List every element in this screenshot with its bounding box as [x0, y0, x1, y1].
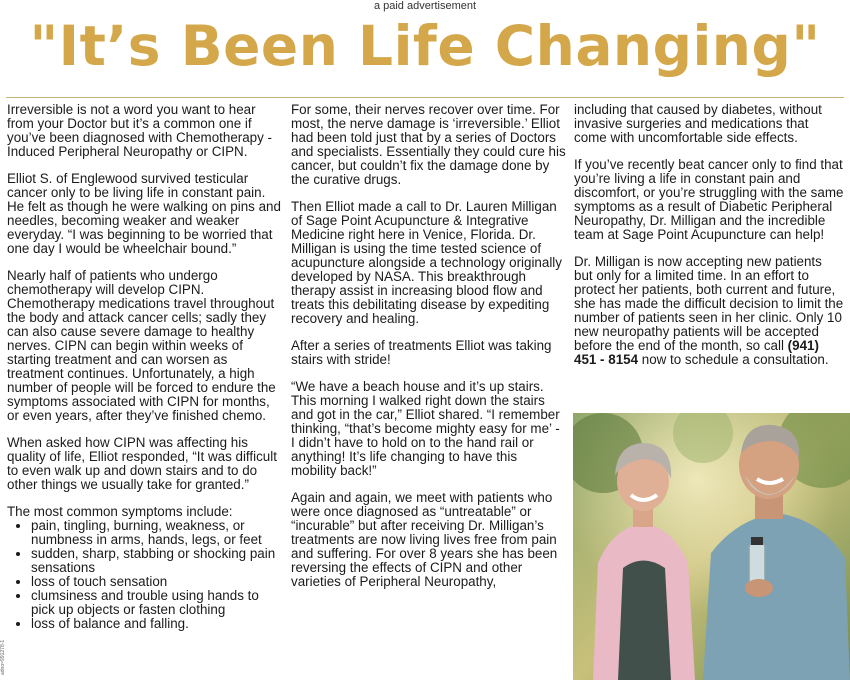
- symptoms-list: [7, 519, 283, 631]
- smiling-couple-photo: [573, 413, 850, 680]
- column-1: [7, 103, 283, 631]
- elliot-quote-paragraph: “We have a beach house and it’s up stairs. This morning I walked right down the stairs and got in the car,” Elliot shared. “I remember thinking, “that’s become mighty easy for me’ - I didn’t have to hold on to the hand rail or anything! It’s life changing to have this mobility back!”: [291, 379, 560, 478]
- list-item: • sudden, sharp, stabbing or shocking pain sensations: [31, 547, 283, 575]
- column-2: [291, 103, 566, 602]
- list-item: • loss of balance and falling.: [31, 617, 283, 631]
- headline-divider: [6, 97, 844, 98]
- phone-number[interactable]: (941) 451 - 8154: [574, 338, 819, 367]
- list-item: • pain, tingling, burning, weakness, or numbness in arms, hands, legs, or feet: [31, 519, 283, 547]
- cipn-facts-paragraph: Nearly half of patients who undergo chemotherapy will develop CIPN. Chemotherapy medications travel throughout the body and attack cancer cells; sadly they can also cause severe damage to healthy nerves. CIPN can begin within weeks of starting treatment and can worsen as treatment continues. Unfortunately, a high number of people will be forced to endure the symptoms associated with CIPN for months, or even years, after they’ve finished chemo.: [7, 268, 276, 423]
- headline: "It’s Been Life Changing": [29, 14, 821, 78]
- list-item: • loss of touch sensation: [31, 575, 283, 589]
- help-paragraph: If you’ve recently beat cancer only to find that you’re living a life in constant pain and discomfort, or you’re struggling with the same symptoms as a result of Diabetic Peripheral Neuropathy, Dr. Milligan and the incredible team at Sage Point Acupuncture can help!: [574, 157, 844, 242]
- cta-text-end: now to schedule a consultation.: [638, 352, 829, 367]
- ad-id: adno=991278-1: [0, 639, 6, 675]
- intro-paragraph: Irreversible is not a word you want to hear from your Doctor but it’s a common one if you’ve been diagnosed with Chemotherapy - Induced Peripheral Neuropathy or CIPN.: [7, 102, 273, 159]
- paid-advertisement-label: a paid advertisement: [373, 0, 477, 12]
- call-to-action-paragraph: [574, 255, 844, 367]
- column-3: [574, 103, 844, 380]
- elliot-story-paragraph: Elliot S. of Englewood survived testicular cancer only to be living life in constant pain. He felt as though he were walking on pins and needles, becoming weaker and weaker everyday. “I was beginning to be worried that one day I would be wheelchair bound.”: [7, 171, 281, 256]
- diabetes-paragraph: including that caused by diabetes, without invasive surgeries and medications that come with uncomfortable side effects.: [574, 102, 822, 145]
- list-item: • clumsiness and trouble using hands to pick up objects or fasten clothing: [31, 589, 283, 617]
- photo-illustration: [573, 413, 850, 680]
- symptoms-heading: The most common symptoms include:: [7, 504, 233, 519]
- quality-of-life-paragraph: When asked how CIPN was affecting his quality of life, Elliot responded, “It was difficult to even walk up and down stairs and to do other things we usually take for granted.”: [7, 435, 277, 492]
- nerve-recovery-paragraph: For some, their nerves recover over time. For most, the nerve damage is ‘irreversible.’ Elliot had been told just that by a series of Doctors and specialists. Essentially they could cure his cancer, but couldn’t fix the damage done by the curative drugs.: [291, 102, 566, 187]
- dr-milligan-paragraph: Then Elliot made a call to Dr. Lauren Milligan of Sage Point Acupuncture & Integrative Medicine right here in Venice, Florida. Dr. Milligan is using the time tested science of acupuncture alongside a technology originally developed by NASA. This breakthrough therapy assist in increasing blood flow and treats this debilitating disease by expediting recovery and healing.: [291, 199, 562, 326]
- cta-text: Dr. Milligan is now accepting new patients but only for a limited time. In an effort to protect her patients, both current and future, she has made the difficult decision to limit the number of patients seen in her clinic. Only 10 new neuropathy patients will be accepted before the end of the month, so call: [574, 254, 844, 353]
- treatment-result-paragraph: After a series of treatments Elliot was taking stairs with stride!: [291, 338, 552, 367]
- patients-paragraph: Again and again, we meet with patients who were once diagnosed as “untreatable” or “incurable” but after receiving Dr. Milligan’s treatments are now living lives free from pain and suffering. For over 8 years she has been reversing the effects of CIPN and other varieties of Peripheral Neuropathy,: [291, 490, 558, 589]
